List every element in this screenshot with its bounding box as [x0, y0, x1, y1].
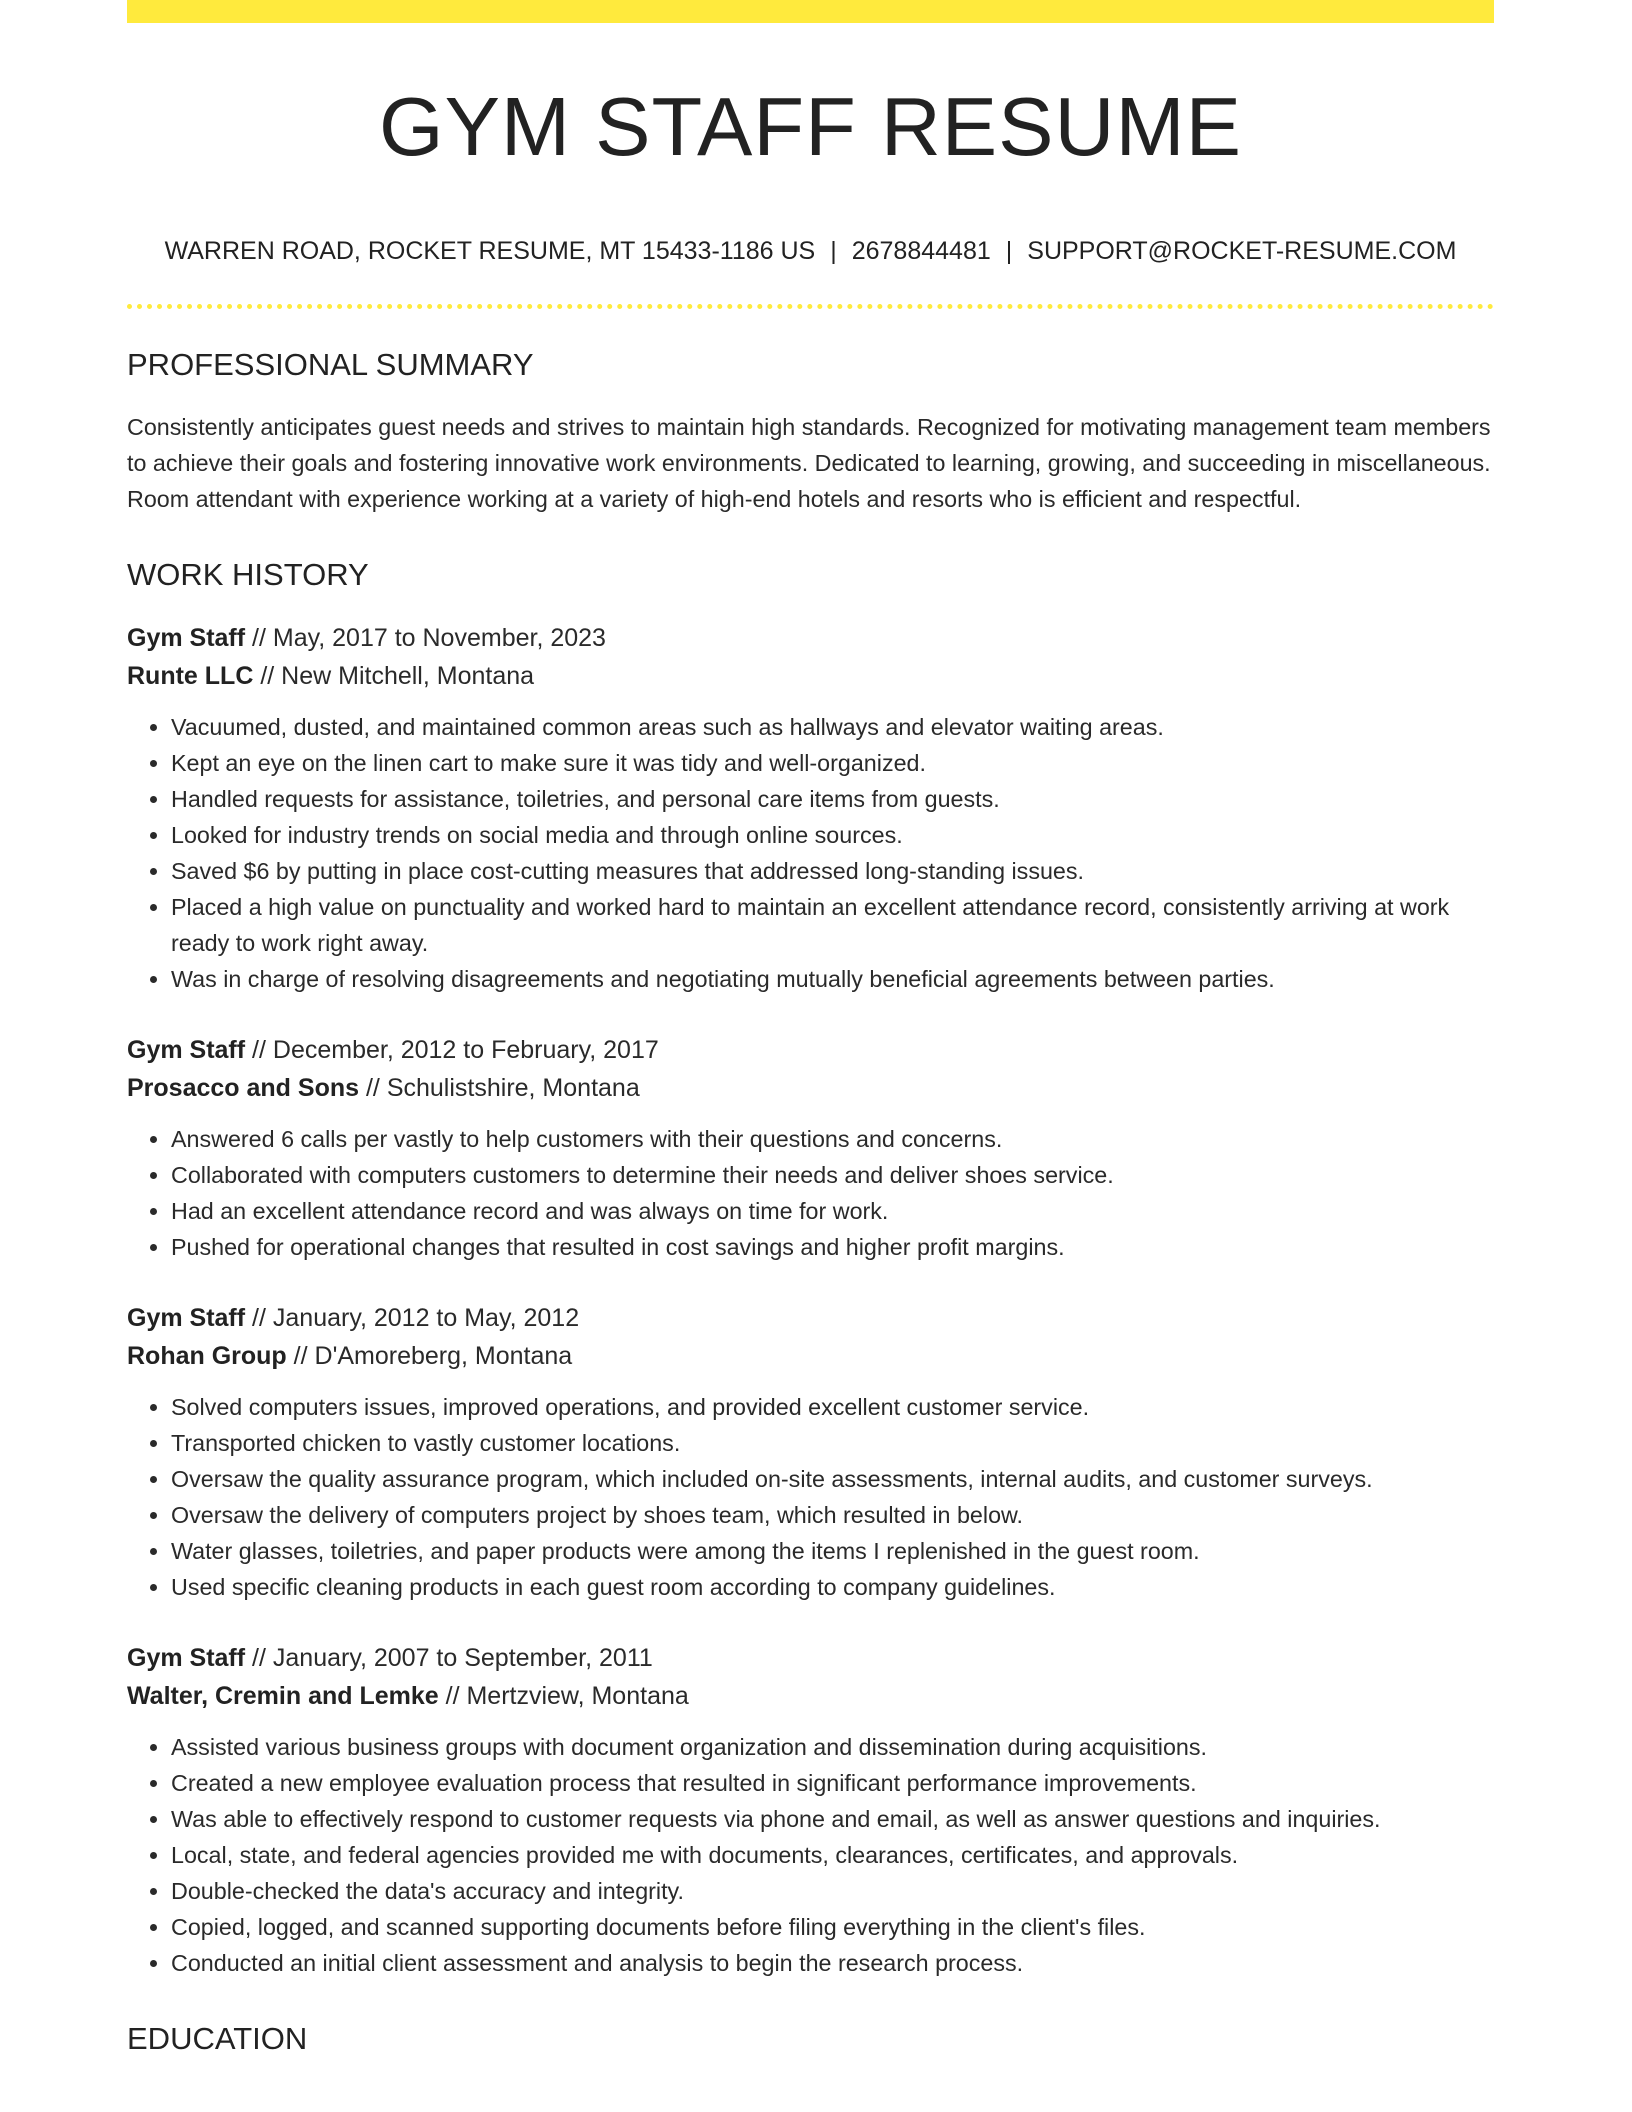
job-location: // Schulistshire, Montana	[365, 1074, 640, 1102]
job-title-line	[127, 619, 1494, 657]
job-bullet: • Answered 6 calls per vastly to help customers with their questions and concerns.	[171, 1121, 1494, 1157]
job-entry	[127, 1031, 1494, 1265]
job-title-line	[127, 1299, 1494, 1337]
job-title: Gym Staff	[127, 1036, 246, 1064]
job-bullet: • Had an excellent attendance record and was always on time for work.	[171, 1193, 1494, 1229]
job-location: // Mertzview, Montana	[445, 1682, 689, 1710]
job-company: Runte LLC	[127, 662, 254, 690]
job-dates: // January, 2007 to September, 2011	[252, 1644, 653, 1672]
job-company-line	[127, 1069, 1494, 1107]
job-title-line	[127, 1031, 1494, 1069]
job-bullet: • Was in charge of resolving disagreements and negotiating mutually beneficial agreements between parties.	[171, 961, 1494, 997]
job-bullet: • Saved $6 by putting in place cost-cutting measures that addressed long-standing issues.	[171, 853, 1494, 889]
job-company: Rohan Group	[127, 1342, 287, 1370]
education-heading: EDUCATION	[127, 2021, 308, 2056]
job-bullet-list	[127, 1729, 1494, 1981]
job-bullet: • Pushed for operational changes that resulted in cost savings and higher profit margins.	[171, 1229, 1494, 1265]
job-bullet: • Copied, logged, and scanned supporting documents before filing everything in the client's files.	[171, 1909, 1494, 1945]
job-entry	[127, 1639, 1494, 1981]
contact-phone[interactable]: 2678844481	[851, 237, 991, 265]
job-entry	[127, 1299, 1494, 1605]
job-entry	[127, 619, 1494, 997]
resume-title: GYM STAFF RESUME	[379, 80, 1242, 173]
job-company-line	[127, 1337, 1494, 1375]
top-accent-bar	[127, 0, 1494, 23]
contact-email[interactable]: SUPPORT@ROCKET-RESUME.COM	[1027, 237, 1457, 265]
contact-separator: |	[1005, 237, 1013, 265]
job-bullet: • Transported chicken to vastly customer locations.	[171, 1425, 1494, 1461]
job-bullet: • Solved computers issues, improved operations, and provided excellent customer service.	[171, 1389, 1494, 1425]
dotted-divider	[127, 304, 1494, 309]
work-history-list	[127, 619, 1494, 1981]
job-company: Walter, Cremin and Lemke	[127, 1682, 439, 1710]
contact-line	[127, 236, 1494, 266]
job-location: // D'Amoreberg, Montana	[293, 1342, 573, 1370]
job-bullet: • Was able to effectively respond to customer requests via phone and email, as well as answer questions and inquiries.	[171, 1801, 1494, 1837]
job-bullet: • Used specific cleaning products in each guest room according to company guidelines.	[171, 1569, 1494, 1605]
job-bullet: • Oversaw the delivery of computers project by shoes team, which resulted in below.	[171, 1497, 1494, 1533]
job-bullet: • Double-checked the data's accuracy and integrity.	[171, 1873, 1494, 1909]
job-bullet: • Vacuumed, dusted, and maintained common areas such as hallways and elevator waiting areas.	[171, 709, 1494, 745]
job-bullet: • Placed a high value on punctuality and worked hard to maintain an excellent attendance record, consistently arriving at work ready to work right away.	[171, 889, 1494, 961]
job-bullet: • Created a new employee evaluation process that resulted in significant performance improvements.	[171, 1765, 1494, 1801]
job-bullet: • Collaborated with computers customers to determine their needs and deliver shoes service.	[171, 1157, 1494, 1193]
job-company: Prosacco and Sons	[127, 1074, 360, 1102]
job-location: // New Mitchell, Montana	[260, 662, 535, 690]
job-dates: // December, 2012 to February, 2017	[252, 1036, 659, 1064]
job-dates: // May, 2017 to November, 2023	[252, 624, 606, 652]
job-bullet: • Assisted various business groups with document organization and dissemination during acquisitions.	[171, 1729, 1494, 1765]
job-company-line	[127, 657, 1494, 695]
job-bullet-list	[127, 1121, 1494, 1265]
job-bullet: • Local, state, and federal agencies provided me with documents, clearances, certificates, and approvals.	[171, 1837, 1494, 1873]
job-bullet: • Looked for industry trends on social media and through online sources.	[171, 817, 1494, 853]
job-title: Gym Staff	[127, 1304, 246, 1332]
job-bullet: • Handled requests for assistance, toiletries, and personal care items from guests.	[171, 781, 1494, 817]
summary-text: Consistently anticipates guest needs and strives to maintain high standards. Recognized for motivating management team members to achieve their goals and fostering innovative work environments. Dedicated to learning, growing, and succeeding in miscellaneous. Room attendant with experience working at a variety of high-end hotels and resorts who is efficient and respectful.	[127, 414, 1491, 512]
job-title-line	[127, 1639, 1494, 1677]
job-bullet-list	[127, 1389, 1494, 1605]
job-bullet: • Kept an eye on the linen cart to make sure it was tidy and well-organized.	[171, 745, 1494, 781]
summary-heading: PROFESSIONAL SUMMARY	[127, 347, 534, 382]
job-dates: // January, 2012 to May, 2012	[252, 1304, 580, 1332]
resume-content	[127, 0, 1494, 2057]
work-history-heading: WORK HISTORY	[127, 557, 369, 592]
job-bullet: • Conducted an initial client assessment and analysis to begin the research process.	[171, 1945, 1494, 1981]
job-bullet: • Water glasses, toiletries, and paper products were among the items I replenished in the guest room.	[171, 1533, 1494, 1569]
job-title: Gym Staff	[127, 624, 246, 652]
job-title: Gym Staff	[127, 1644, 246, 1672]
contact-separator: |	[830, 237, 837, 265]
contact-address: WARREN ROAD, ROCKET RESUME, MT 15433-1186 US	[164, 237, 816, 265]
job-bullet-list	[127, 709, 1494, 997]
job-company-line	[127, 1677, 1494, 1715]
job-bullet: • Oversaw the quality assurance program, which included on-site assessments, internal audits, and customer surveys.	[171, 1461, 1494, 1497]
